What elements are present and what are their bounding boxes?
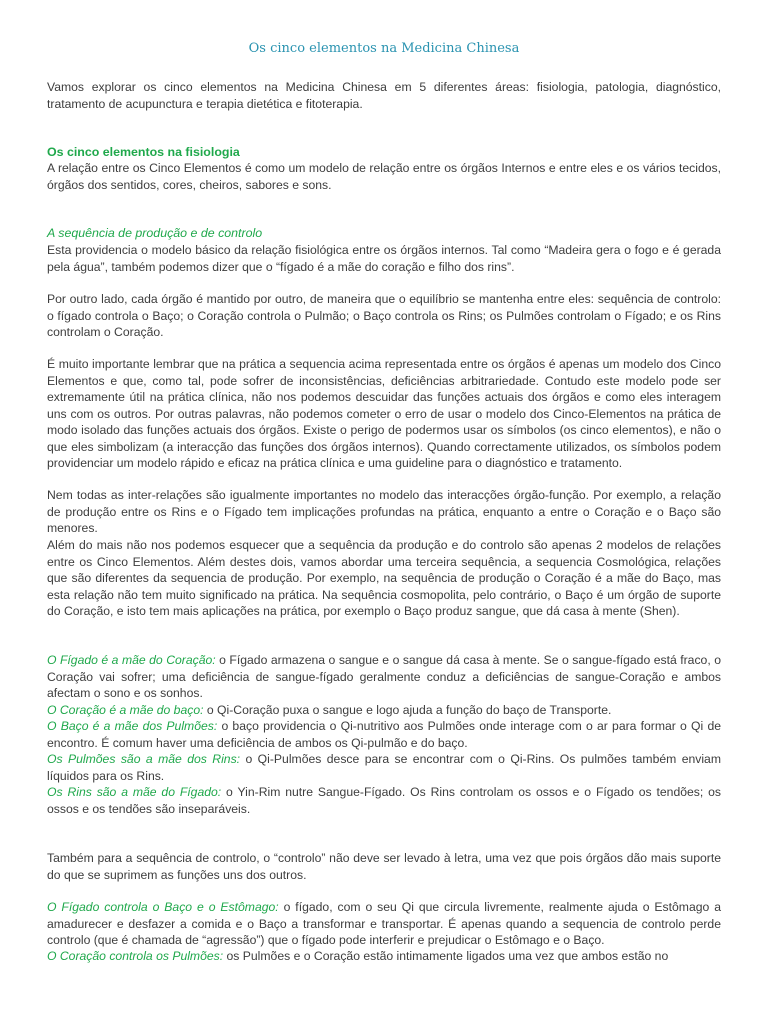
subsection-heading-sequence: A sequência de produção e de controlo [47,226,263,240]
paragraph-control-note: Também para a sequência de controlo, o “controlo” não deve ser levado à letra, uma vez que pois órgãos dão mais suporte do que se suprimem as funções uns dos outros. [47,851,721,882]
control-item [47,899,721,949]
control-item-text: os Pulmões e o Coração estão intimamente ligados uma vez que ambos estão no [223,949,669,963]
control-item-label: O Coração controla os Pulmões: [47,949,224,963]
control-item-label: O Fígado controla o Baço e o Estômago: [47,900,279,914]
mother-item [47,718,721,751]
paragraph-cosmological: Além do mais não nos podemos esquecer que a sequência da produção e do controlo são apenas 2 modelos de relações entre os Cinco Elementos. Além destes dois, vamos abordar uma terceira sequência, a sequencia Cosmológica, relações que são diferentes da sequencia de produção. Por exemplo, na sequência de produção o Coração é a mãe do Baço, mas esta relação não tem muito significado na prática. Na sequência cosmopolita, pelo contrário, o Baço é um órgão de suporte do Coração, e isto tem mais aplicações na prática, por exemplo o Baço produz sangue, que dá casa à mente (Shen). [47,538,721,618]
control-item-text: o fígado, com o seu Qi que circula livremente, realmente ajuda o Estômago a amadurecer e desfazer a comida e o Baço a transformar e transportar. É apenas quando a sequencia de controlo perde controlo (que é chamada de “agressão”) que o fígado pode interferir e prejudicar o Estômago e o Baço. [47,900,721,947]
paragraph-basic-model: Esta providencia o modelo básico da relação fisiológica entre os órgãos internos. Tal como “Madeira gera o fogo e é gerada pela água”, também podemos dizer que o “fígado é a mãe do coração e filho dos rins”. [47,243,721,274]
mother-item-text: o baço providencia o Qi-nutritivo aos Pulmões onde interage com o ar para formar o Qi de encontro. É comum haver uma deficiência de ambos os Qi-pulmão e do baço. [47,719,721,750]
mother-item-label: O Fígado é a mãe do Coração: [47,653,216,667]
section-heading-physiology: Os cinco elementos na fisiologia [47,145,240,159]
paragraph-control-sequence: Por outro lado, cada órgão é mantido por outro, de maneira que o equilíbrio se mantenha entre eles: sequência de controlo: o fígado controla o Baço; o Coração controla o Pulmão; o Baço controla os Rins; os Pulmões controlam o Fígado; e os Rins controlam o Coração. [47,292,721,339]
mother-item-label: Os Rins são a mãe do Fígado: [47,785,222,799]
mother-item-text: o Fígado armazena o sangue e o sangue dá casa à mente. Se o sangue-fígado está fraco, o Coração vai sofrer; uma deficiência de sangue-fígado geralmente conduz a deficiências de sangue-Coração e ambos afectam o sono e os sonhos. [47,653,721,700]
mother-item [47,784,721,817]
intro-paragraph: Vamos explorar os cinco elementos na Medicina Chinesa em 5 diferentes áreas: fisiologia, patologia, diagnóstico, tratamento de acupunctura e terapia dietética e fitoterapia. [47,80,721,111]
paragraph-model-warning: É muito importante lembrar que na prática a sequencia acima representada entre os órgãos é apenas um modelo dos Cinco Elementos e que, como tal, pode sofrer de inconsistências, deficiências arbitrariedade. Contudo este modelo pode ser extremamente útil na prática clínica, não nos podemos descuidar das funções actuais dos órgãos e como eles interagem uns com os outros. Por outras palavras, não podemos cometer o erro de usar o modelo dos Cinco-Elementos na prática de modo isolado das funções actuais dos órgãos. Existe o perigo de podermos usar os símbolos (os cinco elementos), e não o que eles simbolizam (a interacção das funções dos órgãos internos). Quando correctamente utilizados, os símbolos podem providenciar um modelo rápido e eficaz na prática clínica e uma guideline para o diagnóstico e tratamento. [47,357,721,470]
mother-item-text: o Qi-Coração puxa o sangue e logo ajuda a função do baço de Transporte. [203,703,612,717]
mother-item [47,652,721,702]
mother-item-text: o Yin-Rim nutre Sangue-Fígado. Os Rins controlam os ossos e o Fígado os tendões; os ossos e os tendões são inseparáveis. [47,785,721,816]
mother-item [47,751,721,784]
mother-item-label: O Coração é a mãe do baço: [47,703,204,717]
mother-item-text: o Qi-Pulmões desce para se encontrar com o Qi-Rins. Os pulmões também enviam líquidos para os Rins. [47,752,721,783]
physiology-paragraph: A relação entre os Cinco Elementos é como um modelo de relação entre os órgãos Internos e entre eles e os vários tecidos, órgãos dos sentidos, cores, cheiros, sabores e sons. [47,161,721,192]
paragraph-interrelations: Nem todas as inter-relações são igualmente importantes no modelo das interacções órgão-função. Por exemplo, a relação de produção entre os Rins e o Fígado tem implicações profundas na prática, enquanto a entre o Coração e o Baço são menores. [47,488,721,535]
mother-item-label: O Baço é a mãe dos Pulmões: [47,719,218,733]
document-title: Os cinco elementos na Medicina Chinesa [248,41,520,56]
mother-item-label: Os Pulmões são a mãe dos Rins: [47,752,241,766]
mother-item [47,702,721,719]
control-item [47,948,721,965]
